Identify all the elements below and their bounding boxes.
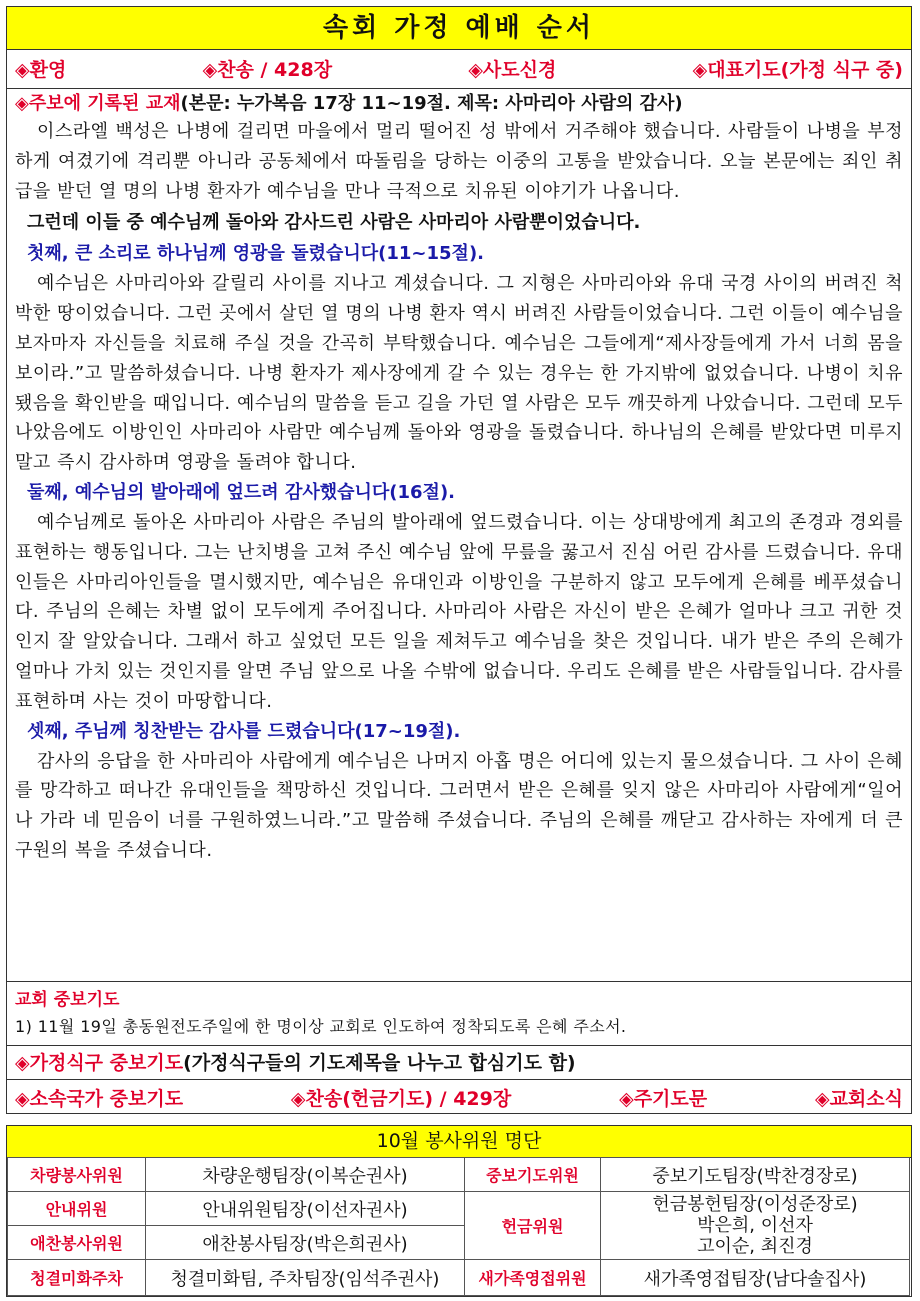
lesson-reference: (본문: 누가복음 17장 11~19절. 제목: 사마리아 사람의 감사) — [180, 93, 683, 114]
offering-members-cell — [601, 1192, 910, 1260]
family-prayer-desc: (가정식구들의 기도제목을 나누고 합심기도 함) — [183, 1052, 576, 1074]
committee-table — [7, 1157, 910, 1296]
point-2-heading: 둘째, 예수님의 발아래에 엎드려 감사했습니다(16절). — [27, 481, 456, 503]
order-bottom-row — [7, 1080, 911, 1115]
order-hymn: ◈찬송 / 428장 — [202, 59, 333, 81]
point-3-heading: 셋째, 주님께 칭찬받는 감사를 드렸습니다(17~19절). — [27, 720, 461, 742]
order-creed: ◈사도신경 — [468, 59, 557, 81]
lesson-section — [7, 89, 911, 982]
church-prayer-section — [7, 982, 911, 1046]
member-cell: 차량운행팀장(이복순권사) — [146, 1158, 465, 1192]
order-offering-hymn: ◈찬송(헌금기도) / 429장 — [290, 1088, 512, 1110]
role-cell: 차량봉사위원 — [8, 1158, 146, 1192]
lesson-label: ◈주보에 기록된 교재 — [15, 93, 181, 114]
point-3-body: 감사의 응답을 한 사마리아 사람에게 예수님은 나머지 아홉 명은 어디에 있는지 물으셨습니다. 그 사이 은혜를 망각하고 떠나간 유대인들을 책망하신 것입니다. 그러면서 받은 은혜를 잊지 않은 사마리아 사람에게“일어나 가라 네 믿음이 너를 구원하였느니라.”고 말씀해 주셨습니다. 주님의 은혜를 깨닫고 감사하는 자에게 더 큰 구원의 복을 주셨습니다. — [15, 750, 903, 861]
table-row — [8, 1158, 910, 1192]
lesson-key-sentence: 그런데 이들 중 예수님께 돌아와 감사드린 사람은 사마리아 사람뿐이었습니다. — [27, 212, 641, 234]
committee-box — [6, 1125, 912, 1297]
order-lords-prayer: ◈주기도문 — [619, 1088, 708, 1110]
committee-title: 10월 봉사위원 명단 — [7, 1126, 911, 1158]
role-cell: 새가족영접위원 — [465, 1260, 601, 1296]
order-welcome: ◈환영 — [15, 59, 67, 81]
point-1-body: 예수님은 사마리아와 갈릴리 사이를 지나고 계셨습니다. 그 지형은 사마리아와 유대 국경 사이의 버려진 척박한 땅이었습니다. 그런 곳에서 살던 열 명의 나병 환자 역시 버려진 사람들이었습니다. 그런 이들이 예수님을 보자마자 자신들을 치료해 주실 것을 간곡히 부탁했습니다. 예수님은 그들에게“제사장들에게 가서 너희 몸을 보이라.”고 말씀하셨습니다. 나병 환자가 제사장에게 갈 수 있는 경우는 한 가지밖에 없었습니다. 나병이 치유됐음을 확인받을 때입니다. 예수님의 말씀을 듣고 길을 가던 열 사람은 모두 깨끗하게 나았습니다. 그런데 모두 나았음에도 이방인인 사마리아 사람만 예수님께 돌아와 영광을 돌렸습니다. 하나님의 은혜를 받았다면 미루지 말고 즉시 감사하며 영광을 돌려야 합니다. — [15, 273, 903, 474]
member-cell: 안내위원팀장(이선자권사) — [146, 1192, 465, 1226]
role-cell: 안내위원 — [8, 1192, 146, 1226]
offering-line-1: 헌금봉헌팀장(이성준장로) — [652, 1194, 858, 1215]
role-cell: 중보기도위원 — [465, 1158, 601, 1192]
role-cell: 헌금위원 — [465, 1192, 601, 1260]
offering-line-3: 고이순, 최진경 — [697, 1236, 813, 1257]
church-prayer-title: 교회 중보기도 — [15, 990, 120, 1010]
member-cell: 애찬봉사팀장(박은희권사) — [146, 1226, 465, 1260]
family-prayer-label: ◈가정식구 중보기도 — [15, 1052, 184, 1074]
role-cell: 애찬봉사위원 — [8, 1226, 146, 1260]
role-cell: 청결미화주차 — [8, 1260, 146, 1296]
order-nation-prayer: ◈소속국가 중보기도 — [15, 1088, 184, 1110]
page-title: 속회 가정 예배 순서 — [7, 7, 911, 50]
member-cell: 새가족영접팀장(남다솔집사) — [601, 1260, 910, 1296]
member-cell: 청결미화팀, 주차팀장(임석주권사) — [146, 1260, 465, 1296]
lesson-intro: 이스라엘 백성은 나병에 걸리면 마을에서 멀리 떨어진 성 밖에서 거주해야 했습니다. 사람들이 나병을 부정하게 여겼기에 격리뿐 아니라 공동체에서 따돌림을 당하는 이중의 고통을 받았습니다. 오늘 본문에는 죄인 취급을 받던 열 명의 나병 환자가 예수님을 만나 극적으로 치유된 이야기가 나옵니다. — [15, 121, 903, 202]
church-prayer-item: 1) 11월 19일 총동원전도주일에 한 명이상 교회로 인도하여 정착되도록 은혜 주소서. — [15, 1017, 627, 1036]
point-1-heading: 첫째, 큰 소리로 하나님께 영광을 돌렸습니다(11~15절). — [27, 243, 485, 265]
worship-order-box — [6, 6, 912, 1114]
member-cell: 중보기도팀장(박찬경장로) — [601, 1158, 910, 1192]
point-2-body: 예수님께로 돌아온 사마리아 사람은 주님의 발아래에 엎드렸습니다. 이는 상대방에게 최고의 존경과 경외를 표현하는 행동입니다. 그는 난치병을 고쳐 주신 예수님 앞에 무릎을 꿇고서 진심 어린 감사를 드렸습니다. 유대인들은 사마리아인들을 멸시했지만, 예수님은 유대인과 이방인을 구분하지 않고 모두에게 은혜를 베푸셨습니다. 주님의 은혜는 차별 없이 모두에게 주어집니다. 사마리아 사람은 자신이 받은 은혜가 얼마나 크고 귀한 것인지 잘 알았습니다. 그래서 하고 싶었던 모든 일을 제쳐두고 예수님을 찾은 것입니다. 내가 받은 주의 은혜가 얼마나 가치 있는 것인지를 알면 주님 앞으로 나올 수밖에 없습니다. 우리도 은혜를 받은 사람들입니다. 감사를 표현하며 사는 것이 마땅합니다. — [15, 511, 903, 712]
order-prayer: ◈대표기도(가정 식구 중) — [692, 59, 903, 81]
family-prayer-row — [7, 1046, 911, 1080]
order-top-row — [7, 49, 911, 89]
table-row — [8, 1260, 910, 1296]
order-church-news: ◈교회소식 — [814, 1088, 903, 1110]
table-row — [8, 1192, 910, 1226]
offering-line-2: 박은희, 이선자 — [697, 1215, 813, 1236]
lesson-header — [15, 91, 903, 117]
